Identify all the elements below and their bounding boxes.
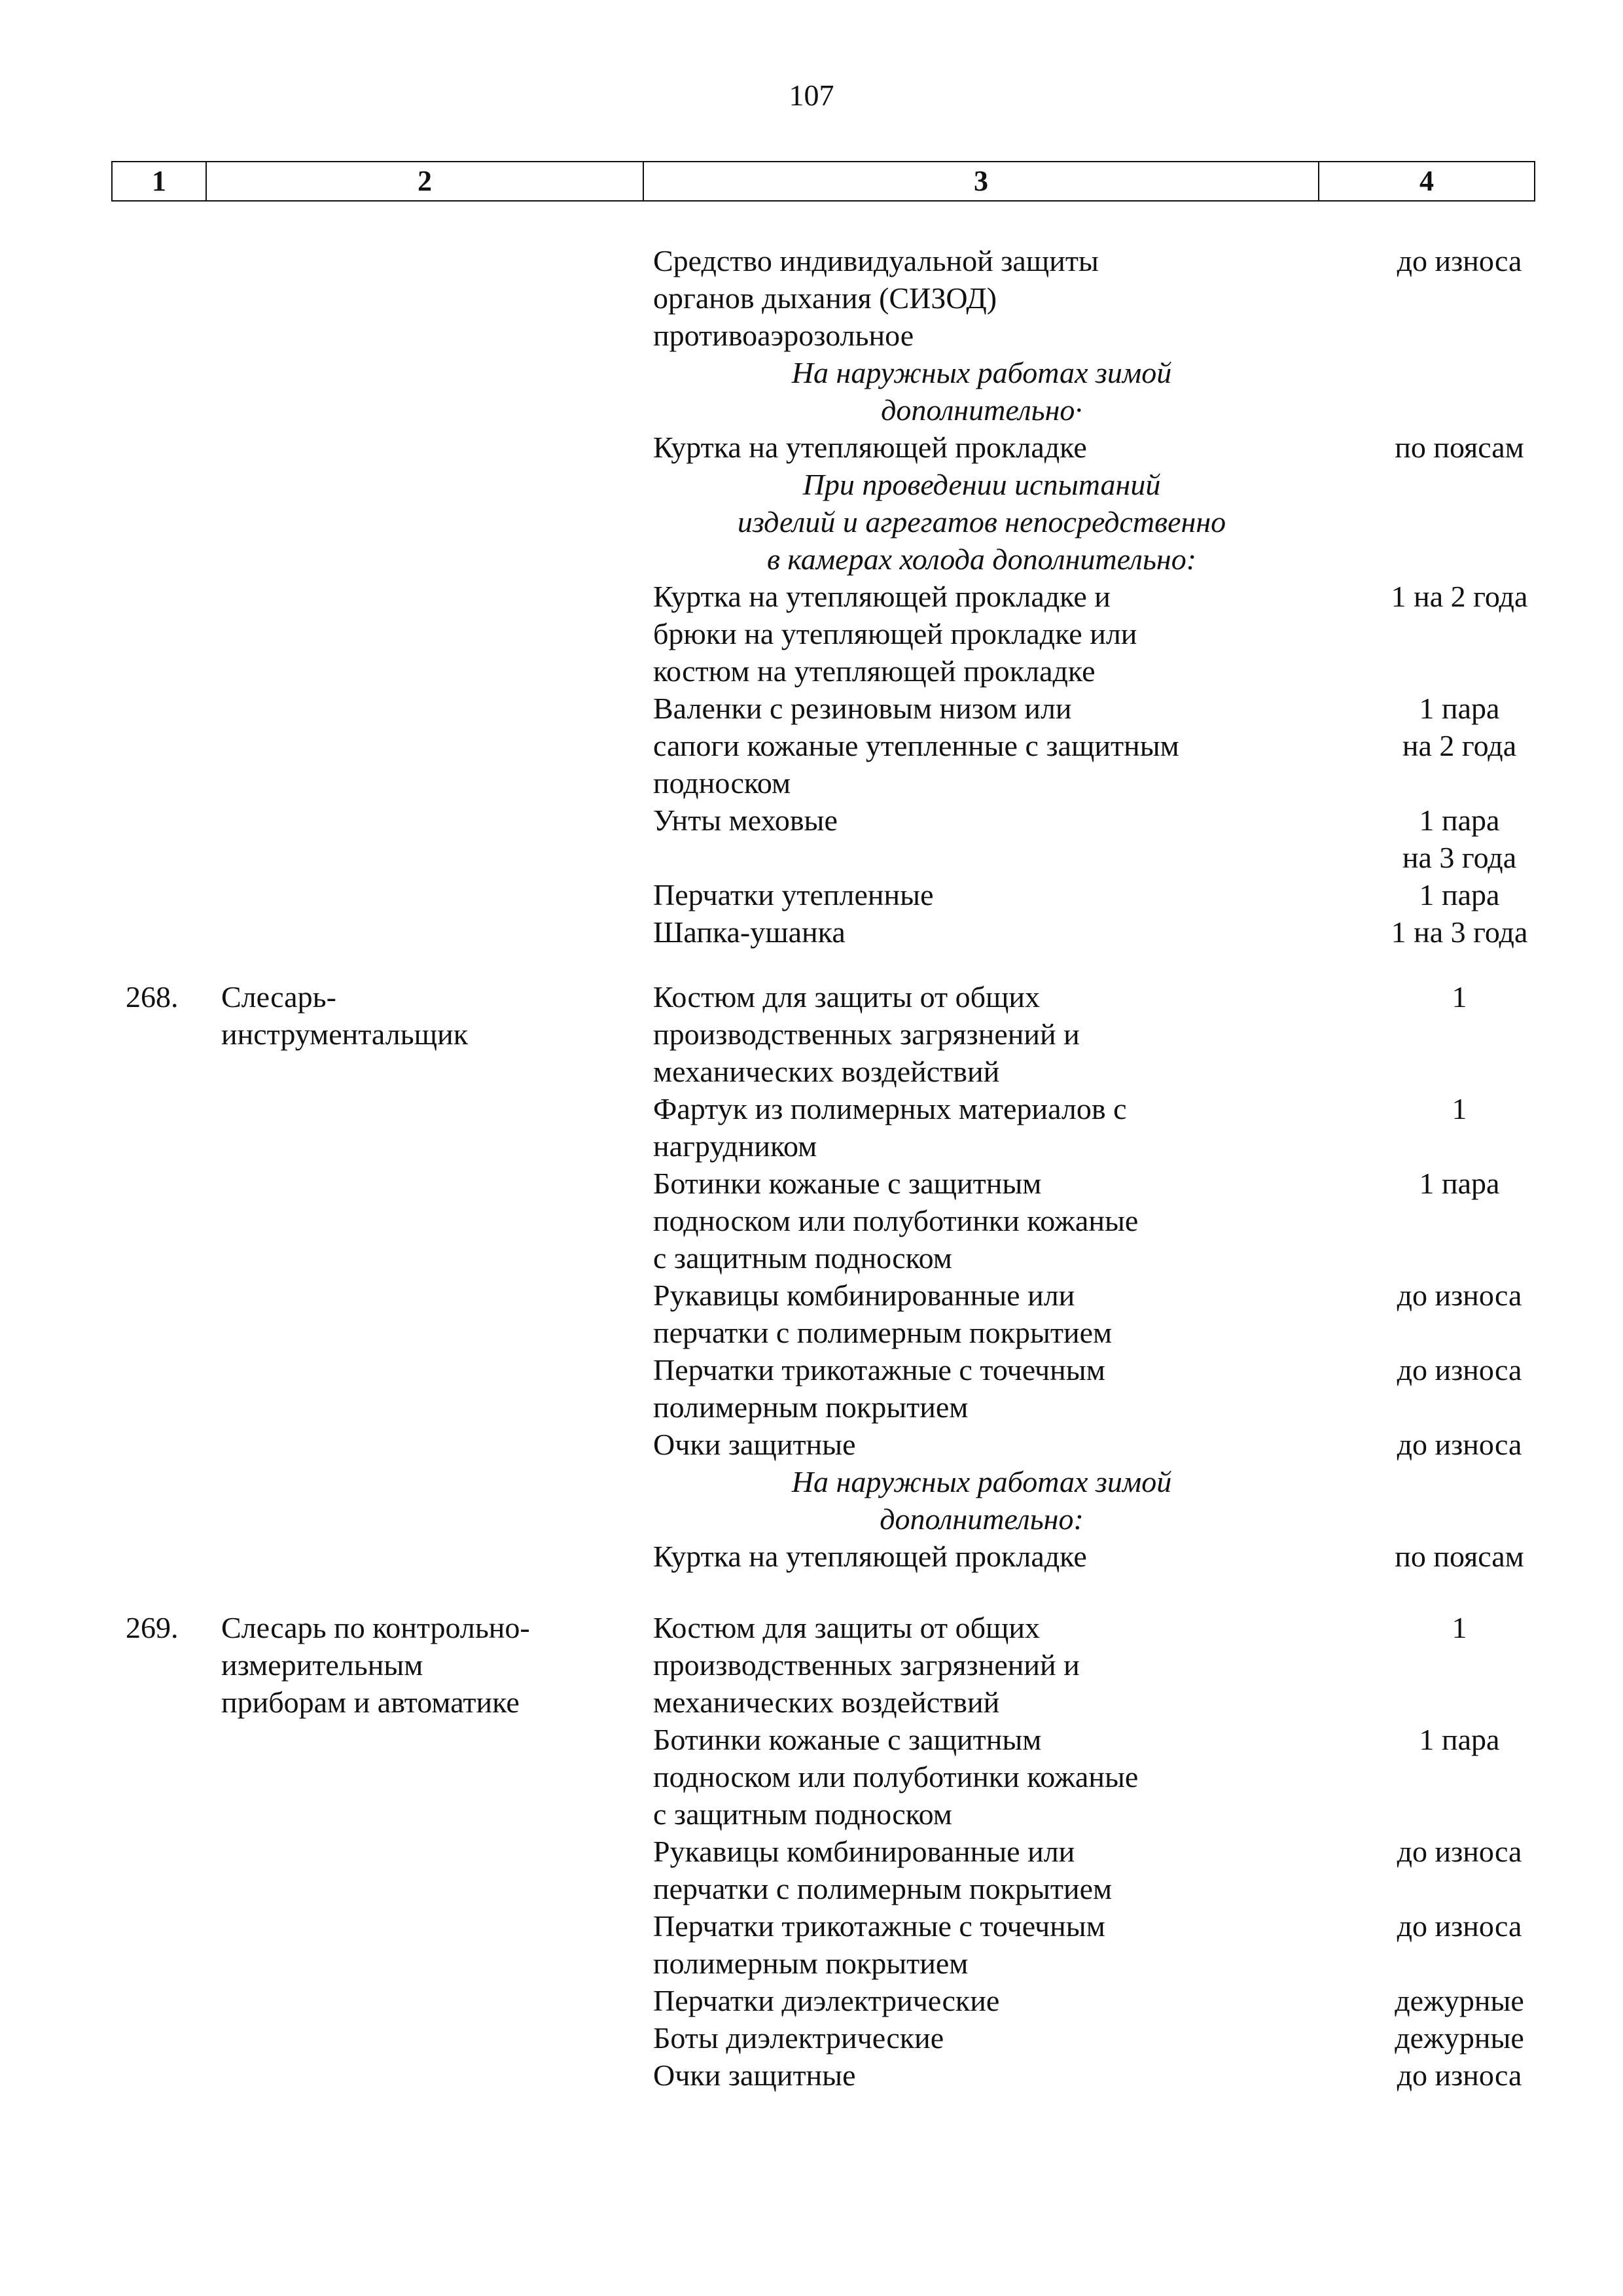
- page-number: 107: [789, 79, 834, 112]
- norm-value: 1 пара: [1419, 692, 1500, 725]
- item-line: полимерным покрытием: [653, 1947, 969, 1980]
- item-line: Средство индивидуальной защиты: [653, 244, 1099, 277]
- profession-name: приборам и автоматике: [221, 1686, 520, 1719]
- column-header-4: 4: [1319, 162, 1535, 201]
- column-header-3: 3: [643, 162, 1319, 201]
- norm-value: до износа: [1397, 2058, 1522, 2092]
- item-line: Валенки с резиновым низом или: [653, 692, 1072, 725]
- row-number: 269.: [126, 1611, 179, 1644]
- norm-value: 1 пара: [1419, 878, 1500, 911]
- norm-value: до износа: [1397, 1835, 1522, 1868]
- item-line: Очки защитные: [653, 1428, 856, 1461]
- norm-value: 1: [1452, 1092, 1467, 1125]
- item-line: Костюм для защиты от общих: [653, 1611, 1041, 1644]
- item-line: Рукавицы комбинированные или: [653, 1279, 1075, 1312]
- item-line: производственных загрязнений и: [653, 1017, 1080, 1051]
- norm-value: до износа: [1397, 1353, 1522, 1386]
- item-line: Шапка-ушанка: [653, 915, 846, 949]
- section-note: При проведении испытаний: [802, 468, 1161, 501]
- norm-value: по поясам: [1395, 1540, 1524, 1573]
- norm-value: по поясам: [1395, 431, 1524, 464]
- item-line: Перчатки трикотажные с точечным: [653, 1909, 1105, 1943]
- section-note: изделий и агрегатов непосредственно: [737, 505, 1226, 539]
- item-line: органов дыхания (СИЗОД): [653, 281, 997, 315]
- item-line: подноском или полуботинки кожаные: [653, 1204, 1139, 1237]
- column-header-1: 1: [112, 162, 206, 201]
- norm-value: 1 на 2 года: [1391, 580, 1528, 613]
- norm-value: до износа: [1397, 244, 1522, 277]
- item-line: Очки защитные: [653, 2058, 856, 2092]
- norm-value: до износа: [1397, 1279, 1522, 1312]
- row-number: 268.: [126, 980, 179, 1014]
- item-line: перчатки с полимерным покрытием: [653, 1872, 1113, 1905]
- profession-name: Слесарь-: [221, 980, 336, 1014]
- norm-value: дежурные: [1395, 2021, 1524, 2055]
- norm-value: на 3 года: [1402, 841, 1517, 874]
- item-line: Унты меховые: [653, 804, 838, 837]
- norm-value: дежурные: [1395, 1984, 1524, 2017]
- section-note: в камерах холода дополнительно:: [766, 542, 1197, 576]
- section-note: дополнительно:: [880, 1502, 1084, 1536]
- profession-name: инструментальщик: [221, 1017, 469, 1051]
- column-header-table: [111, 161, 1535, 202]
- item-line: перчатки с полимерным покрытием: [653, 1316, 1113, 1349]
- norm-value: до износа: [1397, 1428, 1522, 1461]
- section-note: дополнительно·: [881, 393, 1082, 427]
- item-line: Куртка на утепляющей прокладке и: [653, 580, 1111, 613]
- item-line: сапоги кожаные утепленные с защитным: [653, 729, 1179, 762]
- item-line: противоаэрозольное: [653, 319, 914, 352]
- item-line: костюм на утепляющей прокладке: [653, 654, 1096, 688]
- item-line: Куртка на утепляющей прокладке: [653, 431, 1087, 464]
- norm-value: 1 пара: [1419, 1167, 1500, 1200]
- item-line: с защитным подноском: [653, 1241, 952, 1275]
- item-line: Рукавицы комбинированные или: [653, 1835, 1075, 1868]
- item-line: с защитным подноском: [653, 1797, 952, 1831]
- norm-value: 1: [1452, 980, 1467, 1014]
- profession-name: Слесарь по контрольно-: [221, 1611, 530, 1644]
- item-line: Перчатки утепленные: [653, 878, 934, 911]
- item-line: нагрудником: [653, 1129, 817, 1163]
- norm-value: до износа: [1397, 1909, 1522, 1943]
- item-line: механических воздействий: [653, 1686, 1000, 1719]
- item-line: Ботинки кожаные с защитным: [653, 1723, 1042, 1756]
- item-line: Ботинки кожаные с защитным: [653, 1167, 1042, 1200]
- item-line: механических воздействий: [653, 1055, 1000, 1088]
- item-line: полимерным покрытием: [653, 1390, 969, 1424]
- item-line: Перчатки трикотажные с точечным: [653, 1353, 1105, 1386]
- item-line: Фартук из полимерных материалов с: [653, 1092, 1127, 1125]
- item-line: Куртка на утепляющей прокладке: [653, 1540, 1087, 1573]
- norm-value: 1: [1452, 1611, 1467, 1644]
- column-header-2: 2: [206, 162, 643, 201]
- item-line: подноском: [653, 766, 791, 800]
- item-line: брюки на утепляющей прокладке или: [653, 617, 1137, 650]
- item-line: Перчатки диэлектрические: [653, 1984, 1000, 2017]
- norm-value: 1 на 3 года: [1391, 915, 1528, 949]
- norm-value: 1 пара: [1419, 1723, 1500, 1756]
- item-line: Костюм для защиты от общих: [653, 980, 1041, 1014]
- profession-name: измерительным: [221, 1648, 423, 1682]
- section-note: На наружных работах зимой: [791, 356, 1172, 389]
- norm-value: на 2 года: [1402, 729, 1517, 762]
- item-line: Боты диэлектрические: [653, 2021, 944, 2055]
- section-note: На наружных работах зимой: [791, 1465, 1172, 1498]
- norm-value: 1 пара: [1419, 804, 1500, 837]
- item-line: подноском или полуботинки кожаные: [653, 1760, 1139, 1793]
- item-line: производственных загрязнений и: [653, 1648, 1080, 1682]
